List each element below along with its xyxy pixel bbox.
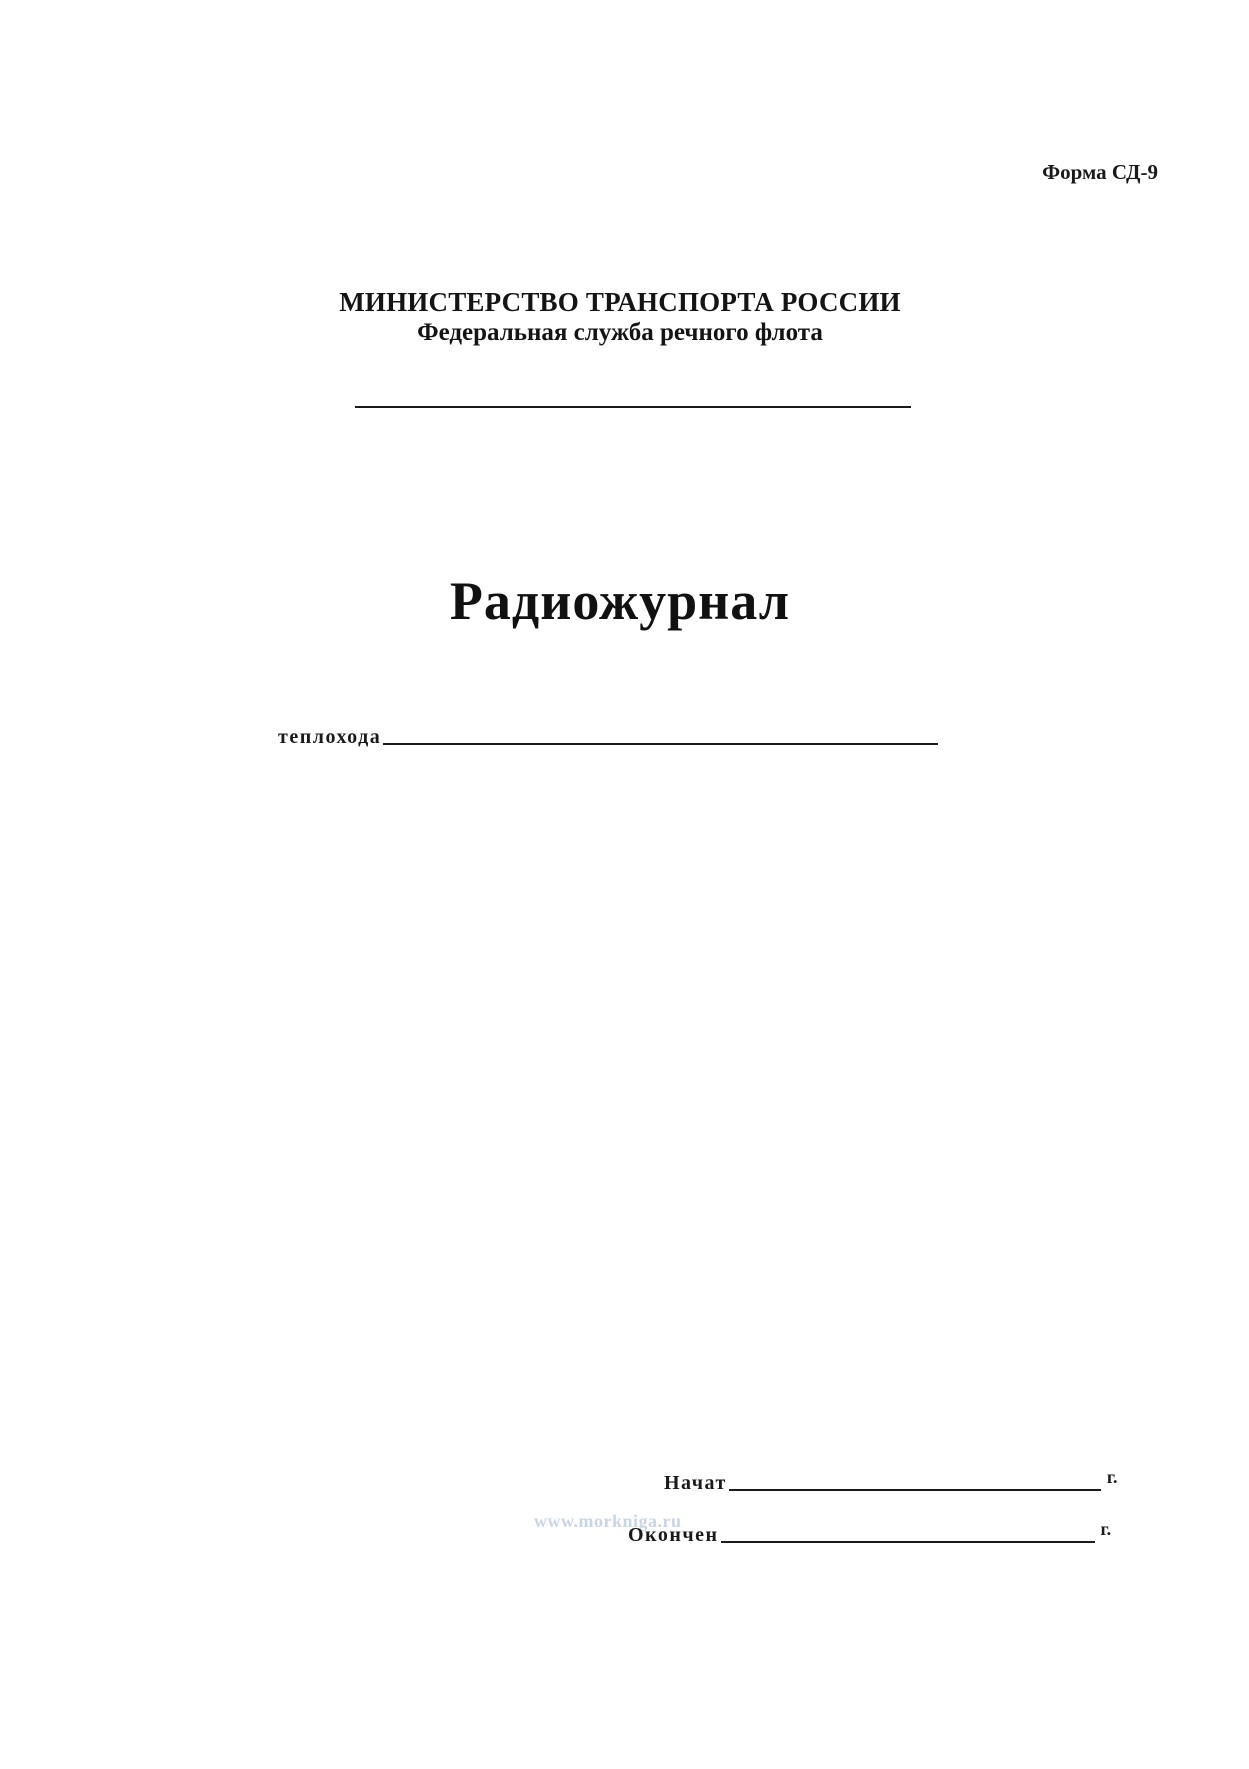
ship-name-field [278, 726, 938, 748]
start-date-field [664, 1467, 1118, 1494]
watermark: www.morkniga.ru [534, 1511, 682, 1531]
ship-field-label: теплохода [278, 726, 382, 748]
start-field-year-suffix: г. [1106, 1467, 1118, 1487]
end-field-blank-line [721, 1541, 1095, 1543]
end-date-field [628, 1519, 1112, 1546]
end-field-year-suffix: г. [1100, 1519, 1112, 1539]
document-title: Радиожурнал [449, 571, 791, 631]
start-field-blank-line [729, 1489, 1101, 1491]
form-code: Форма СД-9 [1042, 160, 1158, 184]
end-field-label: Окончен [628, 1524, 719, 1546]
ministry-name: МИНИСТЕРСТВО ТРАНСПОРТА РОССИИ [339, 287, 901, 317]
service-name: Федеральная служба речного флота [417, 319, 823, 346]
start-field-label: Начат [664, 1472, 727, 1494]
header-divider [355, 406, 911, 408]
ship-field-blank-line [383, 743, 938, 745]
issuer-header [0, 286, 1240, 348]
